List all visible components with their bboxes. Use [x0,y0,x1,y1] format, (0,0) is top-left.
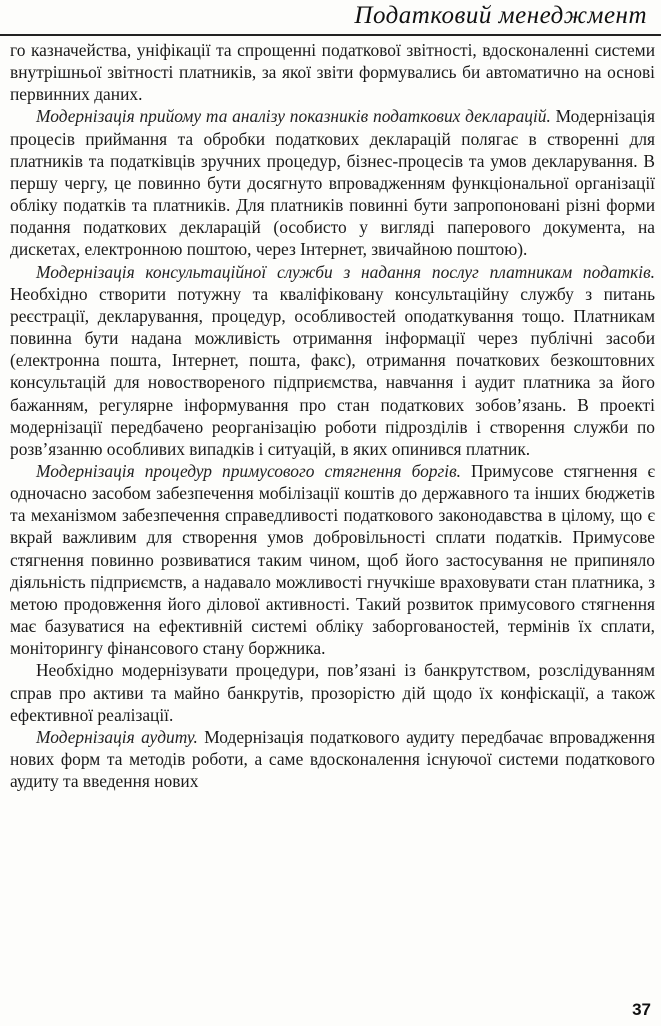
running-header-title: Податковий менеджмент [354,2,647,29]
running-header [0,0,661,36]
header-rule [0,34,661,36]
paragraph-consulting [10,261,655,460]
paragraph-continuation [10,39,655,105]
paragraph-lead-heading: Модернізація процедур примусового стягнення боргів. [36,460,461,481]
paragraph-text: Необхідно створити потужну та кваліфіковану консультаційну службу з питань реєстрації, декларування, процедур, особливостей оподаткування тощо. Платникам повинна бути надана можливість отримання інформації через публічні засоби (електронна пошта, Інтернет, пошта, факс), отримання початкових безкоштовних консультацій для новоствореного підприємства, навчання і аудит платника за його бажанням, регулярне інформування про стан податкових зобов’язань. В проекті модернізації передбачено реорганізацію роботи підрозділів і створення служби по розв’язанню особливих випадків і ситуацій, в яких опинився платник. [10,283,655,459]
paragraph-text: Необхідно модернізувати процедури, пов’язані із банкрутством, розслідуванням справ про активи та майно банкрутів, прозорістю дій щодо їх конфіскації, а також ефективної реалізації. [10,660,655,725]
paragraph-lead-heading: Модернізація прийому та аналізу показників податкових декларацій. [36,106,551,127]
body-text [10,39,655,792]
paragraph-debt-collection [10,460,655,659]
paragraph-lead-heading: Модернізація аудиту. [36,726,198,747]
page-number: 37 [632,1000,651,1019]
paragraph-text: Модернізація податкового аудиту передбачає впровадження нових форм та методів роботи, а саме вдосконалення існуючої системи податкового аудиту та введення нових [10,726,656,792]
paragraph-lead-heading: Модернізація консультаційної служби з надання послуг платникам податків. [36,261,655,282]
paragraph-bankruptcy [10,659,655,725]
paragraph-declarations [10,105,655,260]
paragraph-audit [10,726,655,792]
paragraph-text: го казначейства, уніфікації та спрощенні податкової звітності, вдосконаленні системи внутрішньої звітності платників, за якої звіти формувались би автоматично на основі первинних даних. [10,40,655,105]
paragraph-text: Модернізація процесів приймання та обробки податкових декларацій полягає в створенні для платників та податківців зручних процедур, бізнес-процесів та умов декларування. В першу чергу, це повинно бути досягнуто впровадженням функціональної організації обліку податків та платників. Для платників повинні бути запропоновані різні форми подання податкових декларацій (особисто у вигляді паперового документа, на дискетах, електронною поштою, через Інтернет, звичайною поштою). [10,106,655,260]
paragraph-text: Примусове стягнення є одночасно засобом забезпечення мобілізації коштів до державного та інших бюджетів та механізмом забезпечення справедливості податкового законодавства в цілому, що є вкрай важливим для створення умов добровільності сплати податків. Примусове стягнення повинно розвиватися таким чином, щоб його застосування не припиняло діяльність підприємств, а надавало можливості гнучкіше враховувати стан платника, з метою продовження його ділової активності. Такий розвиток примусового стягнення має базуватися на ефективній системі обліку заборгованостей, термінів їх сплати, моніторингу фінансового стану боржника. [10,460,655,659]
